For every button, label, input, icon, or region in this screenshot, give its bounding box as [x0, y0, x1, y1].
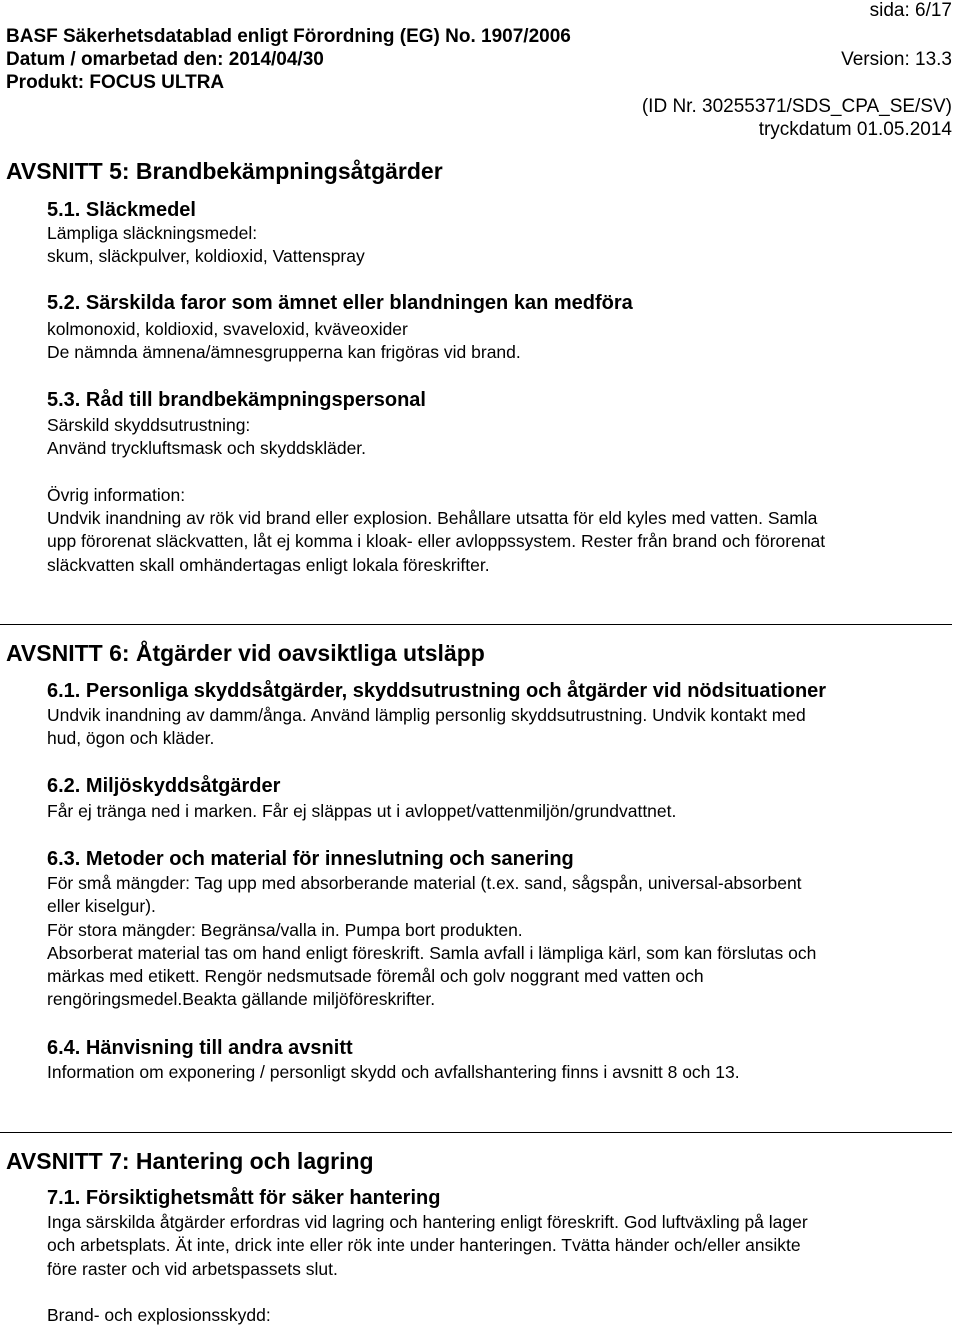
section-5-2-body — [47, 318, 952, 365]
section-6-4-body — [47, 1061, 952, 1084]
text-line: Undvik inandning av rök vid brand eller explosion. Behållare utsatta för eld kyles med vatten. Samla — [47, 508, 818, 528]
section-5-1-title: 5.1. Släckmedel — [47, 199, 196, 221]
text-line: märkas med etikett. Rengör nedsmutsade föremål och golv noggrant med vatten och — [47, 966, 704, 987]
text-line: Särskild skyddsutrustning: — [47, 415, 251, 435]
version-label: Version: 13.3 — [841, 49, 952, 70]
print-date: tryckdatum 01.05.2014 — [758, 119, 952, 140]
text-line: Använd tryckluftsmask och skyddskläder. — [47, 438, 367, 459]
section-6-title: AVSNITT 6: Åtgärder vid oavsiktliga utsläpp — [6, 640, 485, 666]
section-5-2-title: 5.2. Särskilda faror som ämnet eller blandningen kan medföra — [47, 292, 633, 314]
product-name: FOCUS ULTRA — [89, 72, 225, 93]
product-label: Produkt: — [6, 72, 85, 93]
text-line: Inga särskilda åtgärder erfordras vid lagring och hantering enligt föreskrift. God luftväxling på lager — [47, 1212, 808, 1232]
text-line: skum, släckpulver, koldioxid, Vattenspray — [47, 246, 365, 267]
section-5-title: AVSNITT 5: Brandbekämpningsåtgärder — [6, 158, 443, 184]
fire-protection-label — [47, 1304, 952, 1327]
section-6-1-body — [47, 704, 952, 751]
page-number: sida: 6/17 — [869, 0, 952, 21]
text-line: Lämpliga släckningsmedel: — [47, 223, 258, 243]
text-line: För stora mängder: Begränsa/valla in. Pumpa bort produkten. — [47, 919, 523, 940]
text-line: eller kiselgur). — [47, 896, 156, 917]
section-6-3-body — [47, 872, 952, 1012]
section-6-1-title: 6.1. Personliga skyddsåtgärder, skyddsutrustning och åtgärder vid nödsituationer — [47, 680, 827, 702]
text-line: Får ej tränga ned i marken. Får ej släppas ut i avloppet/vattenmiljön/grundvattnet. — [47, 801, 677, 821]
section-5-3-title: 5.3. Råd till brandbekämpningspersonal — [47, 389, 426, 411]
text-line: Brand- och explosionsskydd: — [47, 1305, 271, 1325]
text-line: kolmonoxid, koldioxid, svaveloxid, kväveoxider — [47, 319, 408, 339]
text-line: Absorberat material tas om hand enligt föreskrift. Samla avfall i lämpliga kärl, som kan förslutas och — [47, 942, 817, 963]
text-line: Övrig information: — [47, 485, 186, 505]
text-line: upp förorenat släckvatten, låt ej komma i kloak- eller avloppssystem. Rester från brand och förorenat — [47, 531, 826, 552]
text-line: Information om exponering / personligt skydd och avfallshantering finns i avsnitt 8 och 13. — [47, 1062, 740, 1082]
section-6-2-title: 6.2. Miljöskyddsåtgärder — [47, 775, 281, 797]
text-line: De nämnda ämnena/ämnesgrupperna kan frigöras vid brand. — [47, 342, 521, 363]
section-6-2-body — [47, 800, 952, 823]
section-7-1-title: 7.1. Försiktighetsmått för säker hantering — [47, 1187, 441, 1209]
text-line: släckvatten skall omhändertagas enligt lokala föreskrifter. — [47, 554, 490, 575]
section-7-1-body — [47, 1211, 952, 1281]
document-id: (ID Nr. 30255371/SDS_CPA_SE/SV) — [641, 96, 952, 117]
section-5-1-body — [47, 222, 952, 269]
section-6-4-title: 6.4. Hänvisning till andra avsnitt — [47, 1037, 353, 1059]
other-information-label — [47, 484, 952, 507]
section-7-title: AVSNITT 7: Hantering och lagring — [6, 1148, 374, 1174]
text-line: Undvik inandning av damm/ånga. Använd lämplig personlig skyddsutrustning. Undvik kontakt med — [47, 705, 806, 725]
revision-date: Datum / omarbetad den: 2014/04/30 — [6, 49, 324, 70]
text-line: före raster och vid arbetspassets slut. — [47, 1258, 338, 1279]
section-divider — [0, 624, 952, 625]
product-line — [6, 72, 224, 94]
text-line: För små mängder: Tag upp med absorberande material (t.ex. sand, sågspån, universal-absorbent — [47, 873, 802, 893]
document-title: BASF Säkerhetsdatablad enligt Förordning (EG) No. 1907/2006 — [6, 26, 571, 47]
text-line: rengöringsmedel.Beakta gällande miljöföreskrifter. — [47, 989, 436, 1010]
section-divider — [0, 1132, 952, 1133]
other-information-body — [47, 507, 952, 577]
text-line: hud, ögon och kläder. — [47, 728, 215, 749]
section-5-3-body — [47, 414, 952, 461]
section-6-3-title: 6.3. Metoder och material för inneslutning och sanering — [47, 848, 574, 870]
text-line: och arbetsplats. Ät inte, drick inte eller rök inte under hanteringen. Tvätta händer och/eller ansikte — [47, 1235, 801, 1256]
